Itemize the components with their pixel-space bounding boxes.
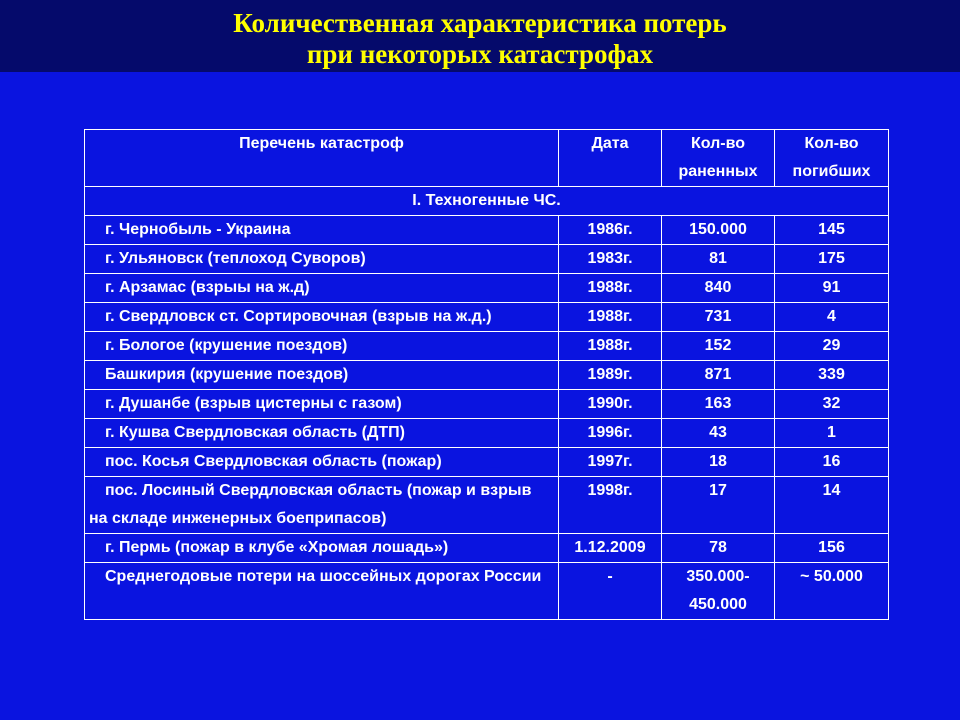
page-title [0,8,960,70]
cell-injured: 731 [662,303,775,332]
cell-injured: 152 [662,332,775,361]
section-row [85,187,889,216]
table-row [85,303,889,332]
cell-injured: 163 [662,390,775,419]
cell-date: 1996г. [559,419,662,448]
cell-date: 1986г. [559,216,662,245]
cell-dead: 14 [775,477,889,534]
table-row [85,534,889,563]
header-dead: Кол-во погибших [775,130,889,187]
table-row [85,332,889,361]
cell-dead: 1 [775,419,889,448]
cell-dead: 32 [775,390,889,419]
cell-injured: 150.000 [662,216,775,245]
cell-name: г. Кушва Свердловская область (ДТП) [85,419,559,448]
table-row [85,390,889,419]
cell-dead: 91 [775,274,889,303]
cell-name: пос. Косья Свердловская область (пожар) [85,448,559,477]
table-row [85,245,889,274]
cell-name: г. Ульяновск (теплоход Суворов) [85,245,559,274]
cell-injured: 81 [662,245,775,274]
cell-date: 1989г. [559,361,662,390]
cell-injured: 871 [662,361,775,390]
cell-name: г. Душанбе (взрыв цистерны с газом) [85,390,559,419]
table-row [85,477,889,534]
cell-dead: 4 [775,303,889,332]
cell-name: Башкирия (крушение поездов) [85,361,559,390]
cell-injured: 78 [662,534,775,563]
cell-date: 1.12.2009 [559,534,662,563]
table-row [85,419,889,448]
cell-dead: 145 [775,216,889,245]
cell-date: 1997г. [559,448,662,477]
cell-dead: 175 [775,245,889,274]
cell-injured: 18 [662,448,775,477]
table-header-row [85,130,889,187]
cell-name: г. Чернобыль - Украина [85,216,559,245]
cell-injured: 840 [662,274,775,303]
cell-date: 1988г. [559,303,662,332]
losses-table [84,129,889,620]
header-name: Перечень катастроф [85,130,559,187]
section-title: I. Техногенные ЧС. [85,187,889,216]
cell-dead: 156 [775,534,889,563]
cell-date: 1988г. [559,332,662,361]
cell-date: - [559,563,662,620]
cell-dead: 16 [775,448,889,477]
table-row [85,216,889,245]
cell-date: 1998г. [559,477,662,534]
table-row [85,361,889,390]
cell-date: 1990г. [559,390,662,419]
cell-name: пос. Лосиный Свердловская область (пожар и взрыв на складе инженерных боеприпасов) [85,477,559,534]
cell-dead: 339 [775,361,889,390]
cell-dead: 29 [775,332,889,361]
cell-date: 1988г. [559,274,662,303]
cell-injured: 43 [662,419,775,448]
page-title-line-1: Количественная характеристика потерь [233,8,727,38]
header-date: Дата [559,130,662,187]
cell-injured: 17 [662,477,775,534]
table-row [85,563,889,620]
cell-name: г. Бологое (крушение поездов) [85,332,559,361]
cell-name: Среднегодовые потери на шоссейных дорогах России [85,563,559,620]
cell-name: г. Пермь (пожар в клубе «Хромая лошадь») [85,534,559,563]
cell-date: 1983г. [559,245,662,274]
header-injured: Кол-во раненных [662,130,775,187]
table-row [85,448,889,477]
page-title-line-2: при некоторых катастрофах [306,39,654,69]
cell-name: г. Арзамас (взрыы на ж.д) [85,274,559,303]
cell-injured: 350.000-450.000 [662,563,775,620]
cell-dead: ~ 50.000 [775,563,889,620]
table-row [85,274,889,303]
cell-name: г. Свердловск ст. Сортировочная (взрыв на ж.д.) [85,303,559,332]
